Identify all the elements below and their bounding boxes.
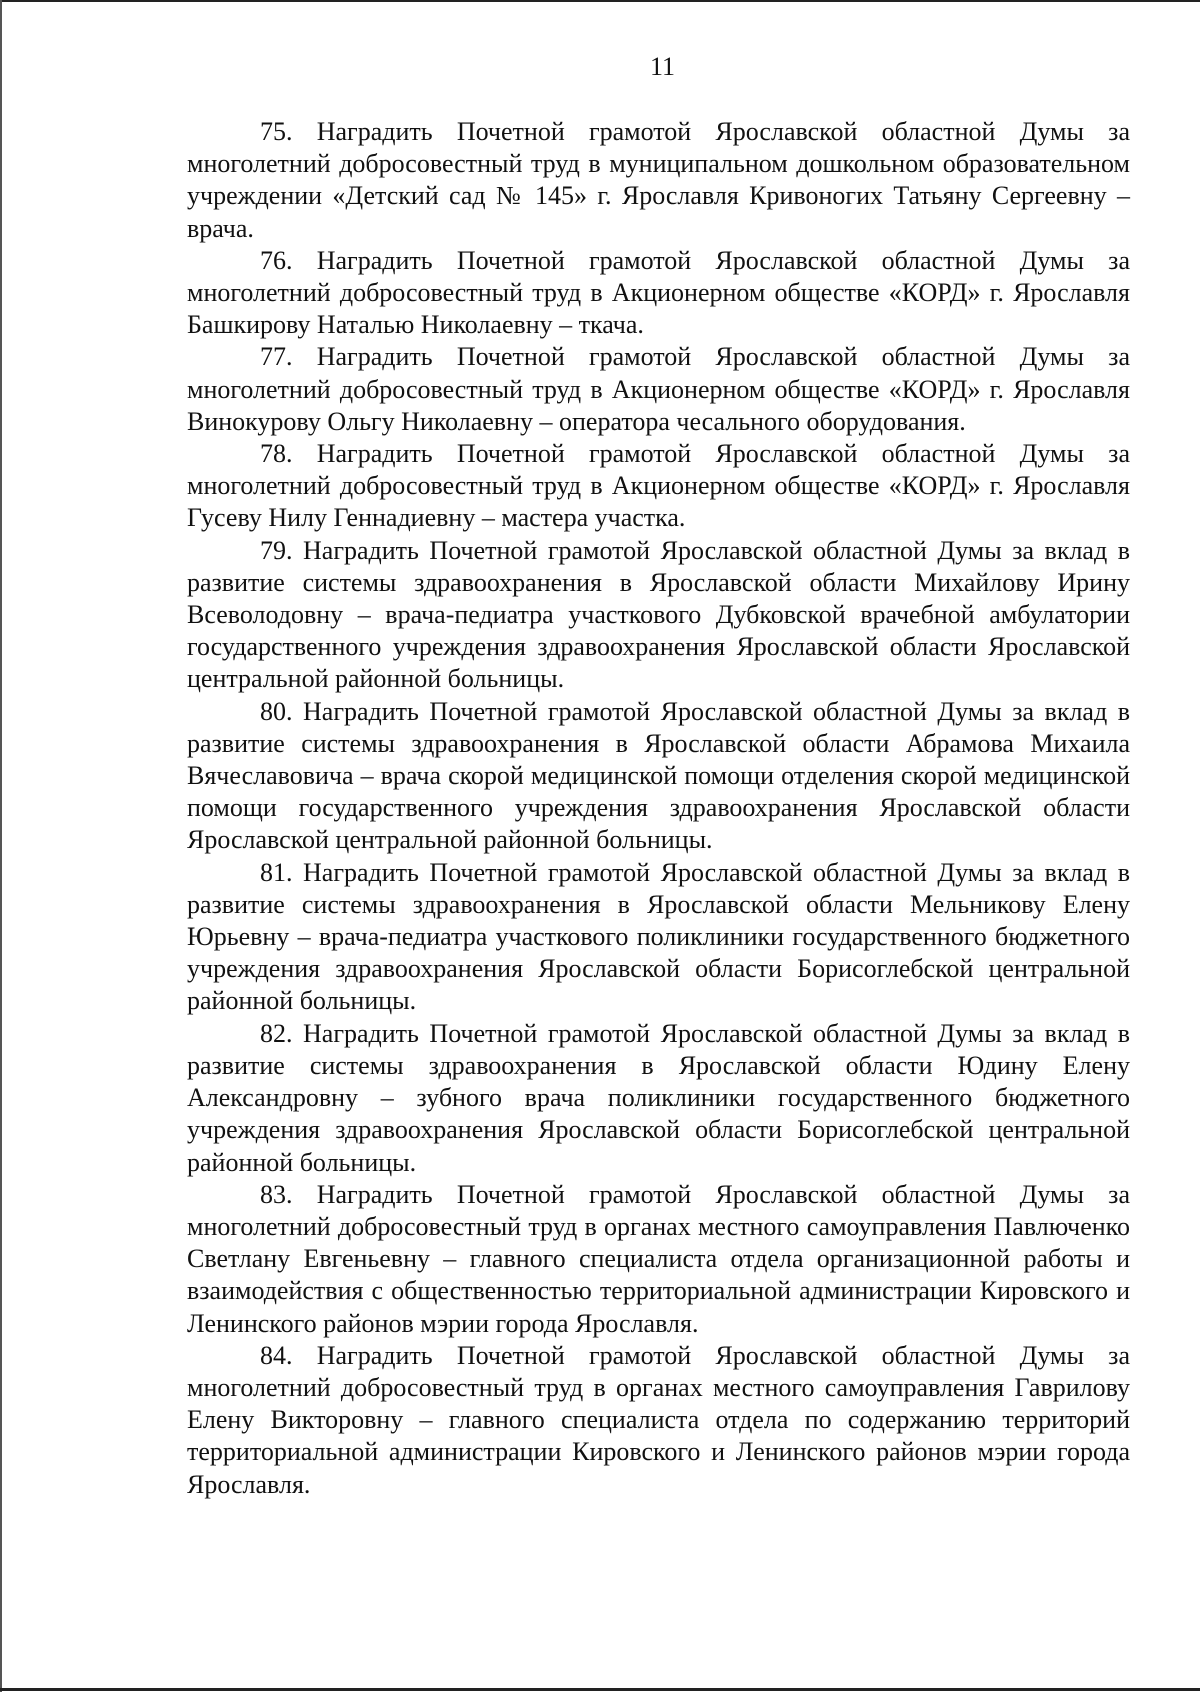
paragraph-82: 82. Наградить Почетной грамотой Ярославской областной Думы за вклад в развитие системы здравоохранения в Ярославской области Юдину Елену Александровну – зубного врача поликлиники государственного бюджетного учреждения здравоохранения Ярославской области Борисоглебской центральной районной больницы. [187,1018,1130,1177]
page-number: 11 [649,52,676,81]
paragraph-81: 81. Наградить Почетной грамотой Ярославской областной Думы за вклад в развитие системы здравоохранения в Ярославской области Мельникову Елену Юрьевну – врача-педиатра участкового поликлиники государственного бюджетного учреждения здравоохранения Ярославской области Борисоглебской центральной районной больницы. [187,857,1130,1016]
paragraph-84: 84. Наградить Почетной грамотой Ярославской областной Думы за многолетний добросовестный труд в органах местного самоуправления Гаврилову Елену Викторовну – главного специалиста отдела по содержанию территорий территориальной администрации Кировского и Ленинского районов мэрии города Ярославля. [187,1340,1130,1499]
paragraph-78: 78. Наградить Почетной грамотой Ярославской областной Думы за многолетний добросовестный труд в Акционерном обществе «КОРД» г. Ярославля Гусеву Нилу Геннадиевну – мастера участка. [187,439,1130,533]
paragraph-76: 76. Наградить Почетной грамотой Ярославской областной Думы за многолетний добросовестный труд в Акционерном обществе «КОРД» г. Ярославля Башкирову Наталью Николаевну – ткача. [187,245,1130,340]
paragraph-83: 83. Наградить Почетной грамотой Ярославской областной Думы за многолетний добросовестный труд в органах местного самоуправления Павлюченко Светлану Евгеньевну – главного специалиста отдела организационной работы и взаимодействия с общественностью территориальной администрации Кировского и Ленинского районов мэрии города Ярославля. [187,1179,1130,1338]
scan-bottom-edge [0,1688,1200,1691]
paragraph-80: 80. Наградить Почетной грамотой Ярославской областной Думы за вклад в развитие системы здравоохранения в Ярославской области Абрамова Михаила Вячеславовича – врача скорой медицинской помощи отделения скорой медицинской помощи государственного учреждения здравоохранения Ярославской области Ярославской центральной районной больницы. [187,696,1130,855]
paragraph-77: 77. Наградить Почетной грамотой Ярославской областной Думы за многолетний добросовестный труд в Акционерном обществе «КОРД» г. Ярославля Винокурову Ольгу Николаевну – оператора чесального оборудования. [187,342,1130,436]
scan-left-edge [0,0,2,1692]
document-body [187,116,1130,1501]
scan-top-edge [0,0,1200,2]
paragraph-79: 79. Наградить Почетной грамотой Ярославской областной Думы за вклад в развитие системы здравоохранения в Ярославской области Михайлову Ирину Всеволодовну – врача-педиатра участкового Дубковской врачебной амбулатории государственного учреждения здравоохранения Ярославской области Ярославской центральной районной больницы. [187,535,1130,694]
paragraph-75: 75. Наградить Почетной грамотой Ярославской областной Думы за многолетний добросовестный труд в муниципальном дошкольном образовательном учреждении «Детский сад № 145» г. Ярославля Кривоногих Татьяну Сергеевну – врача. [187,117,1130,243]
